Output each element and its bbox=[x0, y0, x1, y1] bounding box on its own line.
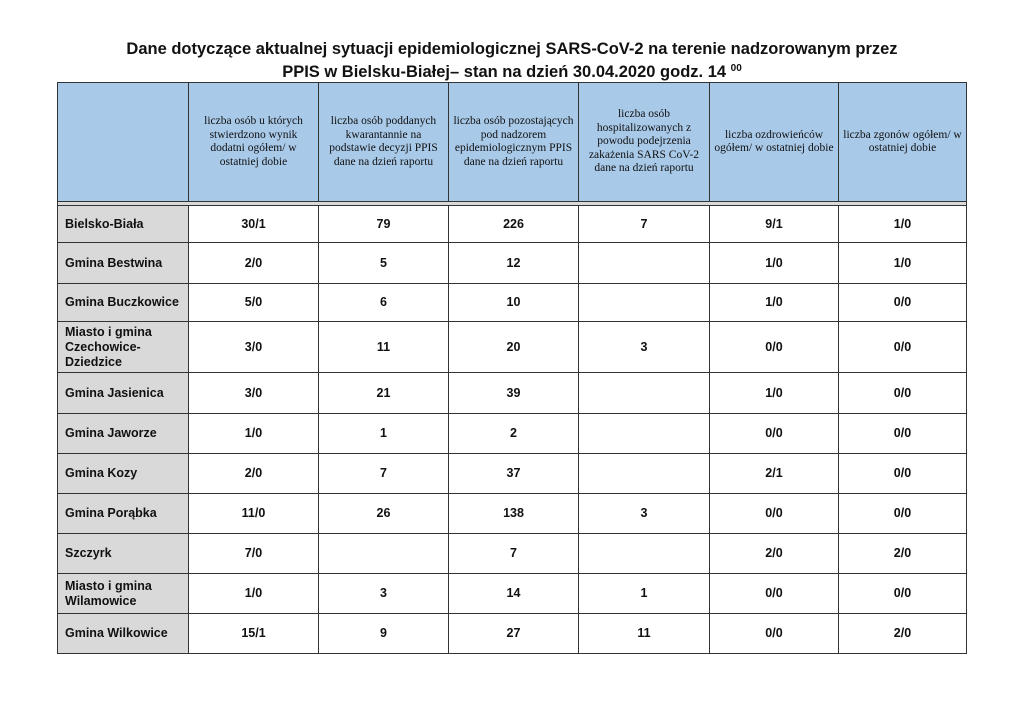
cell-hospitalized: 7 bbox=[579, 206, 710, 243]
cell-positive: 2/0 bbox=[189, 454, 319, 494]
cell-quarantine: 79 bbox=[319, 206, 449, 243]
cell-supervision: 20 bbox=[449, 322, 579, 373]
cell-supervision: 10 bbox=[449, 284, 579, 322]
cell-deaths: 0/0 bbox=[839, 322, 967, 373]
cell-recovered: 1/0 bbox=[710, 284, 839, 322]
header-recovered: liczba ozdrowieńców ogółem/ w ostatniej dobie bbox=[710, 83, 839, 202]
table-row bbox=[58, 534, 967, 574]
cell-positive: 15/1 bbox=[189, 614, 319, 654]
cell-supervision: 37 bbox=[449, 454, 579, 494]
title-line-2-text: PPIS w Bielsku-Białej– stan na dzień 30.04.2020 godz. 14 bbox=[282, 63, 727, 81]
cell-recovered: 2/0 bbox=[710, 534, 839, 574]
row-name-cell: Szczyrk bbox=[58, 534, 189, 574]
cell-quarantine: 6 bbox=[319, 284, 449, 322]
row-name-cell: Gmina Wilkowice bbox=[58, 614, 189, 654]
title-time-superscript: 00 bbox=[730, 63, 742, 74]
table-row bbox=[58, 322, 967, 373]
cell-supervision: 138 bbox=[449, 494, 579, 534]
row-name-cell: Bielsko-Biała bbox=[58, 206, 189, 243]
cell-positive: 3/0 bbox=[189, 322, 319, 373]
epidemic-table bbox=[57, 82, 967, 654]
cell-recovered: 9/1 bbox=[710, 206, 839, 243]
cell-quarantine: 3 bbox=[319, 574, 449, 614]
cell-deaths: 0/0 bbox=[839, 494, 967, 534]
cell-positive: 30/1 bbox=[189, 206, 319, 243]
cell-positive: 11/0 bbox=[189, 494, 319, 534]
title-line-1: Dane dotyczące aktualnej sytuacji epidemiologicznej SARS-CoV-2 na terenie nadzorowanym przez bbox=[126, 40, 898, 58]
table-row bbox=[58, 574, 967, 614]
cell-supervision: 12 bbox=[449, 243, 579, 284]
table-row bbox=[58, 454, 967, 494]
cell-quarantine: 21 bbox=[319, 373, 449, 414]
cell-recovered: 0/0 bbox=[710, 574, 839, 614]
cell-deaths: 0/0 bbox=[839, 574, 967, 614]
header-supervision: liczba osób pozostających pod nadzorem epidemiologicznym PPIS dane na dzień raportu bbox=[449, 83, 579, 202]
page-title bbox=[0, 40, 1024, 82]
cell-recovered: 2/1 bbox=[710, 454, 839, 494]
cell-recovered: 0/0 bbox=[710, 322, 839, 373]
cell-quarantine: 11 bbox=[319, 322, 449, 373]
cell-supervision: 226 bbox=[449, 206, 579, 243]
cell-quarantine: 1 bbox=[319, 414, 449, 454]
cell-supervision: 39 bbox=[449, 373, 579, 414]
cell-supervision: 27 bbox=[449, 614, 579, 654]
cell-recovered: 0/0 bbox=[710, 414, 839, 454]
cell-recovered: 0/0 bbox=[710, 614, 839, 654]
cell-quarantine: 5 bbox=[319, 243, 449, 284]
cell-supervision: 14 bbox=[449, 574, 579, 614]
cell-deaths: 2/0 bbox=[839, 534, 967, 574]
row-name-cell: Gmina Porąbka bbox=[58, 494, 189, 534]
row-name-cell: Gmina Bestwina bbox=[58, 243, 189, 284]
header-deaths: liczba zgonów ogółem/ w ostatniej dobie bbox=[839, 83, 967, 202]
table-row bbox=[58, 494, 967, 534]
cell-hospitalized bbox=[579, 454, 710, 494]
table-body bbox=[58, 202, 967, 654]
header-quarantine: liczba osób poddanych kwarantannie na podstawie decyzji PPIS dane na dzień raportu bbox=[319, 83, 449, 202]
cell-recovered: 0/0 bbox=[710, 494, 839, 534]
table-row bbox=[58, 614, 967, 654]
cell-deaths: 2/0 bbox=[839, 614, 967, 654]
cell-recovered: 1/0 bbox=[710, 243, 839, 284]
header-hospitalized: liczba osób hospitalizowanych z powodu podejrzenia zakażenia SARS CoV-2 dane na dzień raportu bbox=[579, 83, 710, 202]
cell-positive: 2/0 bbox=[189, 243, 319, 284]
cell-hospitalized bbox=[579, 534, 710, 574]
cell-positive: 1/0 bbox=[189, 414, 319, 454]
table-row bbox=[58, 414, 967, 454]
cell-deaths: 0/0 bbox=[839, 284, 967, 322]
cell-supervision: 7 bbox=[449, 534, 579, 574]
cell-deaths: 1/0 bbox=[839, 243, 967, 284]
cell-positive: 5/0 bbox=[189, 284, 319, 322]
cell-deaths: 1/0 bbox=[839, 206, 967, 243]
cell-positive: 1/0 bbox=[189, 574, 319, 614]
row-name-cell: Gmina Jasienica bbox=[58, 373, 189, 414]
row-name-cell: Gmina Buczkowice bbox=[58, 284, 189, 322]
cell-deaths: 0/0 bbox=[839, 414, 967, 454]
table-row bbox=[58, 284, 967, 322]
cell-quarantine: 7 bbox=[319, 454, 449, 494]
row-name-cell: Miasto i gmina Czechowice-Dziedzice bbox=[58, 322, 189, 373]
cell-hospitalized: 3 bbox=[579, 494, 710, 534]
cell-positive: 3/0 bbox=[189, 373, 319, 414]
cell-quarantine: 26 bbox=[319, 494, 449, 534]
header-corner bbox=[58, 83, 189, 202]
table-row bbox=[58, 243, 967, 284]
cell-hospitalized bbox=[579, 284, 710, 322]
cell-hospitalized: 1 bbox=[579, 574, 710, 614]
cell-hospitalized bbox=[579, 414, 710, 454]
cell-deaths: 0/0 bbox=[839, 454, 967, 494]
table-row bbox=[58, 373, 967, 414]
cell-quarantine: 9 bbox=[319, 614, 449, 654]
header-row bbox=[58, 83, 967, 202]
cell-hospitalized: 3 bbox=[579, 322, 710, 373]
table-row bbox=[58, 206, 967, 243]
cell-quarantine bbox=[319, 534, 449, 574]
cell-hospitalized bbox=[579, 373, 710, 414]
cell-hospitalized bbox=[579, 243, 710, 284]
row-name-cell: Gmina Kozy bbox=[58, 454, 189, 494]
cell-positive: 7/0 bbox=[189, 534, 319, 574]
title-line-2 bbox=[0, 59, 1024, 82]
row-name-cell: Miasto i gmina Wilamowice bbox=[58, 574, 189, 614]
cell-recovered: 1/0 bbox=[710, 373, 839, 414]
row-name-cell: Gmina Jaworze bbox=[58, 414, 189, 454]
header-positive: liczba osób u których stwierdzono wynik dodatni ogółem/ w ostatniej dobie bbox=[189, 83, 319, 202]
cell-hospitalized: 11 bbox=[579, 614, 710, 654]
cell-supervision: 2 bbox=[449, 414, 579, 454]
cell-deaths: 0/0 bbox=[839, 373, 967, 414]
